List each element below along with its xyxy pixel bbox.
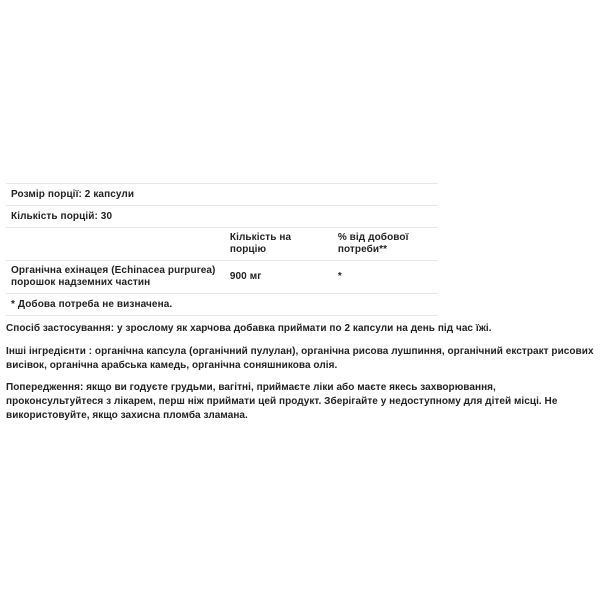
ingredient-name: Органічна ехінацея (Echinacea purpurea) порошок надземних частин: [6, 261, 225, 294]
servings-per-container-row: [6, 206, 438, 228]
ingredient-amount: 900 мг: [225, 261, 333, 294]
ingredient-daily-value: *: [333, 261, 438, 294]
table-header-row: [6, 228, 438, 261]
servings-per-container: Кількість порцій: 30: [6, 206, 438, 228]
warning-paragraph: Попередження: якщо ви годуєте грудьми, вагітні, приймаєте ліки або маєте якесь захворювання, проконсультуйтеся з лікарем, перш ніж приймати цей продукт. Зберігайте у недоступному для дітей місці. Не використовуйте, якщо захисна пломба зламана.: [6, 382, 558, 421]
other-ingredients-paragraph: Інші інгредієнти : органічна капсула (органічний пулулан), органічна рисова лушпиння, органічний екстракт рисових висівок, органічна арабська камедь, органічна соняшникова олія.: [6, 346, 594, 371]
footnote: * Добова потреба не визначена.: [6, 294, 438, 316]
header-amount-per-serving: Кількість на порцію: [225, 228, 333, 261]
table-row: [6, 261, 438, 294]
header-daily-value: % від добової потреби**: [333, 228, 438, 261]
serving-size-row: [6, 184, 438, 206]
serving-size: Розмір порції: 2 капсули: [6, 184, 438, 206]
footnote-row: [6, 294, 438, 316]
usage-paragraph: Спосіб застосування: у зрослому як харчова добавка приймати по 2 капсули на день під час їжі.: [6, 323, 492, 334]
header-ingredient: [6, 228, 225, 261]
supplement-facts-table: [6, 183, 438, 316]
